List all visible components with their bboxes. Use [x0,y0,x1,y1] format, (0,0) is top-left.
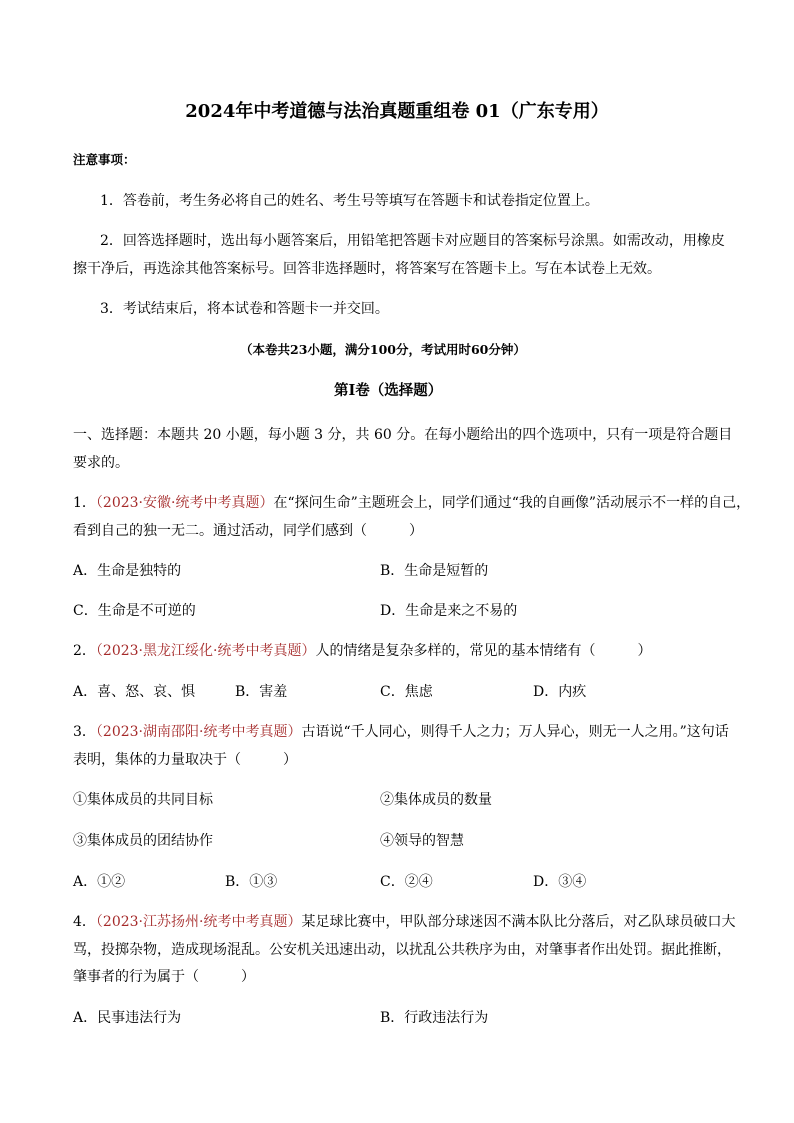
question-3-statement-2: ②集体成员的数量 [380,792,492,808]
question-text: 某足球比赛中，甲队部分球迷因不满本队比分落后，对乙队球员破口大 [301,914,736,930]
notice-item: 3．考试结束后，将本试卷和答题卡一并交回。 [100,301,389,317]
question-source: （2023·江苏扬州·统考中考真题） [95,914,302,930]
question-number: 2． [73,643,96,659]
question-3-stem [73,722,729,742]
question-text: 人的情绪是复杂多样的，常见的基本情绪有（ ） [315,643,652,659]
section-intro-continued: 要求的。 [73,455,129,471]
notice-item: 1．答卷前，考生务必将自己的姓名、考生号等填写在答题卡和试卷指定位置上。 [100,193,599,209]
question-4-stem [73,912,735,932]
question-3-statement-3: ③集体成员的团结协作 [73,833,213,849]
question-source: （2023·湖南邵阳·统考中考真题） [95,724,302,740]
section-intro: 一、选择题：本题共 20 小题，每小题 3 分，共 60 分。在每小题给出的四个选项中，只有一项是符合题目 [73,427,733,443]
notice-item: 2．回答选择题时，选出每小题答案后，用铅笔把答题卡对应题目的答案标号涂黑。如需改动，用橡皮 [100,233,725,249]
question-4-option-b: B．行政违法行为 [380,1010,489,1026]
question-1-option-b: B．生命是短暂的 [380,563,489,579]
question-2-option-d: D．内疚 [533,684,587,700]
notice-item-continued: 擦干净后，再选涂其他答案标号。回答非选择题时，将答案写在答题卡上。写在本试卷上无效。 [73,261,661,277]
question-source: （2023·黑龙江绥化·统考中考真题） [95,643,316,659]
question-text: 古语说“千人同心，则得千人之力；万人异心，则无一人之用。”这句话 [301,724,729,740]
question-2-option-b: B．害羞 [235,684,288,700]
question-number: 4． [73,914,96,930]
question-4-stem-continued: 骂，投掷杂物，造成现场混乱。公安机关迅速出动，以扰乱公共秩序为由，对肇事者作出处罚。据此推断， [73,942,731,958]
question-1-option-c: C．生命是不可逆的 [73,603,196,619]
notice-heading: 注意事项： [73,152,136,167]
question-3-option-a: A．①② [73,874,126,890]
question-number: 1． [73,495,96,511]
question-3-option-b: B．①③ [225,874,278,890]
question-1-option-a: A．生命是独特的 [73,563,182,579]
question-2-option-c: C．焦虑 [380,684,433,700]
question-4-option-a: A．民事违法行为 [73,1010,182,1026]
question-3-statement-4: ④领导的智慧 [380,833,464,849]
question-text: 在“探问生命”主题班会上，同学们通过“我的自画像”活动展示不一样的自己， [273,495,751,511]
question-1-stem-continued: 看到自己的独一无二。通过活动，同学们感到（ ） [73,523,423,539]
question-3-option-c: C．②④ [380,874,433,890]
part-title: 第I卷（选择题） [334,382,443,399]
question-3-option-d: D．③④ [533,874,587,890]
question-1-option-d: D．生命是来之不易的 [380,603,518,619]
page-title: 2024年中考道德与法治真题重组卷 01（广东专用） [185,101,609,122]
exam-info: （本卷共23小题，满分100分，考试用时60分钟） [240,342,526,357]
question-2-stem [73,641,651,661]
question-3-stem-continued: 表明，集体的力量取决于（ ） [73,752,297,768]
question-3-statement-1: ①集体成员的共同目标 [73,792,213,808]
question-4-stem-continued: 肇事者的行为属于（ ） [73,969,255,985]
question-1-stem [73,493,750,513]
question-number: 3． [73,724,96,740]
question-source: （2023·安徽·统考中考真题） [95,495,274,511]
question-2-option-a: A．喜、怒、哀、惧 [73,684,196,700]
